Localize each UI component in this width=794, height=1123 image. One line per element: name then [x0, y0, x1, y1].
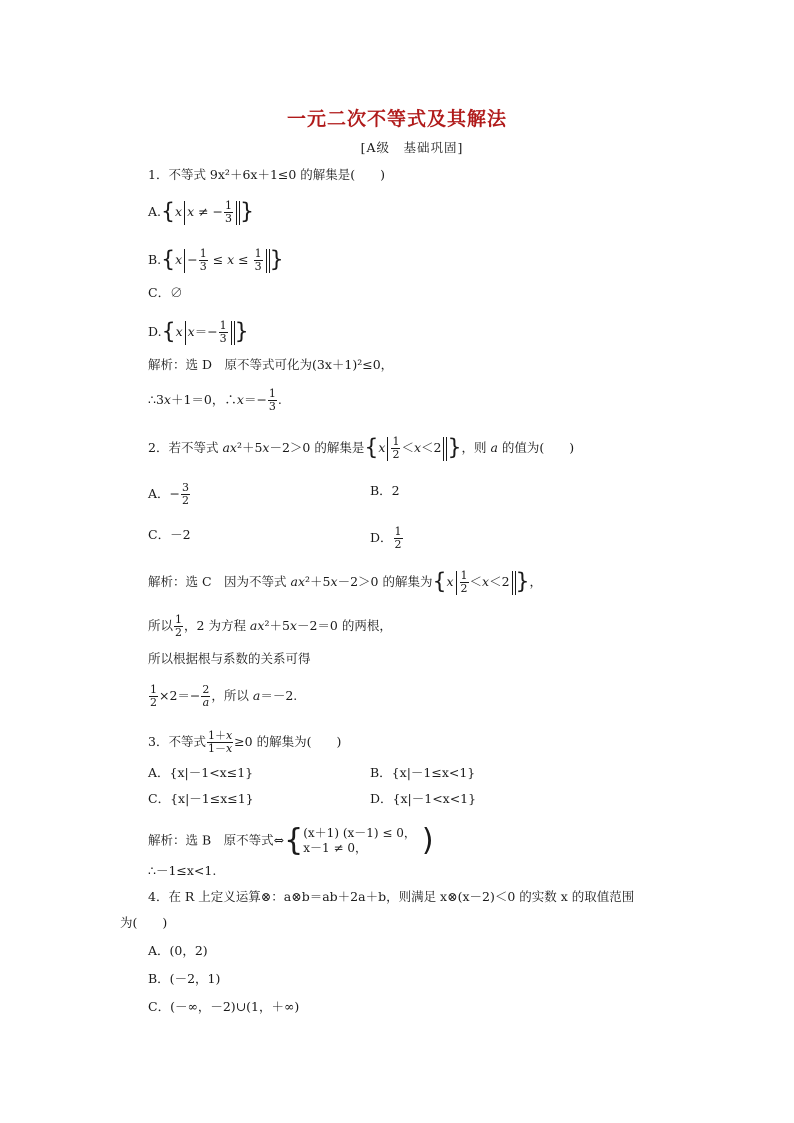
- q2-stem: 2．若不等式 ax²＋5x－2＞0 的解集是{x $\frac{1}{2}$ ＜x＜2 }，则 a 的值为( ): [148, 435, 575, 461]
- q4-stem-line1: 4．在 R 上定义运算⊗：a⊗b＝ab＋2a＋b，则满足 x⊗(x－2)＜0 的实数 x 的取值范围: [148, 889, 635, 904]
- q2-solution-line2: 所以 $\frac{1}{2}$ ，2 为方程 ax²＋5x－2＝0 的两根，: [148, 613, 392, 639]
- q4-option-b: B．(－2，1): [148, 971, 221, 986]
- q3-system-eq2: x－1 ≠ 0，: [303, 841, 367, 855]
- q3-solution-line1: 解析：选 B 原不等式⇔{ (x＋1) (x－1) ≤ 0， x－1 ≠ 0， ): [148, 823, 434, 858]
- section-subtitle: [A级 基础巩固]: [360, 140, 464, 155]
- q2-option-a: A．− $\frac{3}{2}$: [148, 481, 190, 507]
- q3-option-b: B．{x|－1≤x<1}: [370, 765, 476, 780]
- q2-solution-line4: $\frac{1}{2}$ ×2＝− $\frac{2}{a}$ ，所以 a＝－2.: [150, 683, 298, 709]
- q2-solution-line1: 解析：选 C 因为不等式 ax²＋5x－2＞0 的解集为{x $\frac{1}{2}$ ＜x＜2 }，: [148, 569, 543, 595]
- q4-option-a: A．(0，2): [148, 943, 208, 958]
- q3-stem: 3．不等式 $\frac{1+x}{1-x}$ ≥0 的解集为( ): [148, 729, 342, 755]
- q4-option-c: C．(－∞，－2)∪(1，＋∞): [148, 999, 300, 1014]
- q4-stem-line2: 为( ): [120, 915, 168, 930]
- q1-option-c: C．∅: [148, 285, 183, 300]
- q2-option-c: C．－2: [148, 527, 191, 542]
- q1-option-b: B.{x − $\frac{1}{3}$ ≤ x ≤ $\frac{1}{3}$ }: [148, 247, 284, 273]
- page-title: 一元二次不等式及其解法: [286, 108, 507, 130]
- q2-option-d: D． $\frac{1}{2}$: [370, 525, 402, 551]
- q1-option-d: D.{x x＝− $\frac{1}{3}$ }: [148, 319, 249, 345]
- q3-system-eq1: (x＋1) (x－1) ≤ 0，: [303, 826, 416, 840]
- q1-solution-line2: ∴3x＋1＝0，∴x＝− $\frac{1}{3}$ .: [148, 387, 282, 413]
- q1-stem: 1．不等式 9x²＋6x＋1≤0 的解集是( ): [148, 167, 386, 182]
- q3-option-c: C．{x|－1≤x≤1}: [148, 791, 254, 806]
- q1-solution-line1: 解析：选 D 原不等式可化为(3x＋1)²≤0，: [148, 357, 394, 372]
- q1-option-a: A.{x x ≠ − $\frac{1}{3}$ }: [148, 199, 255, 225]
- q3-option-d: D．{x|－1<x<1}: [370, 791, 477, 806]
- q2-option-b: B．2: [370, 483, 400, 498]
- q3-option-a: A．{x|－1<x≤1}: [148, 765, 254, 780]
- q2-solution-line3: 所以根据根与系数的关系可得: [148, 651, 311, 666]
- q3-solution-line2: ∴－1≤x<1.: [148, 863, 217, 878]
